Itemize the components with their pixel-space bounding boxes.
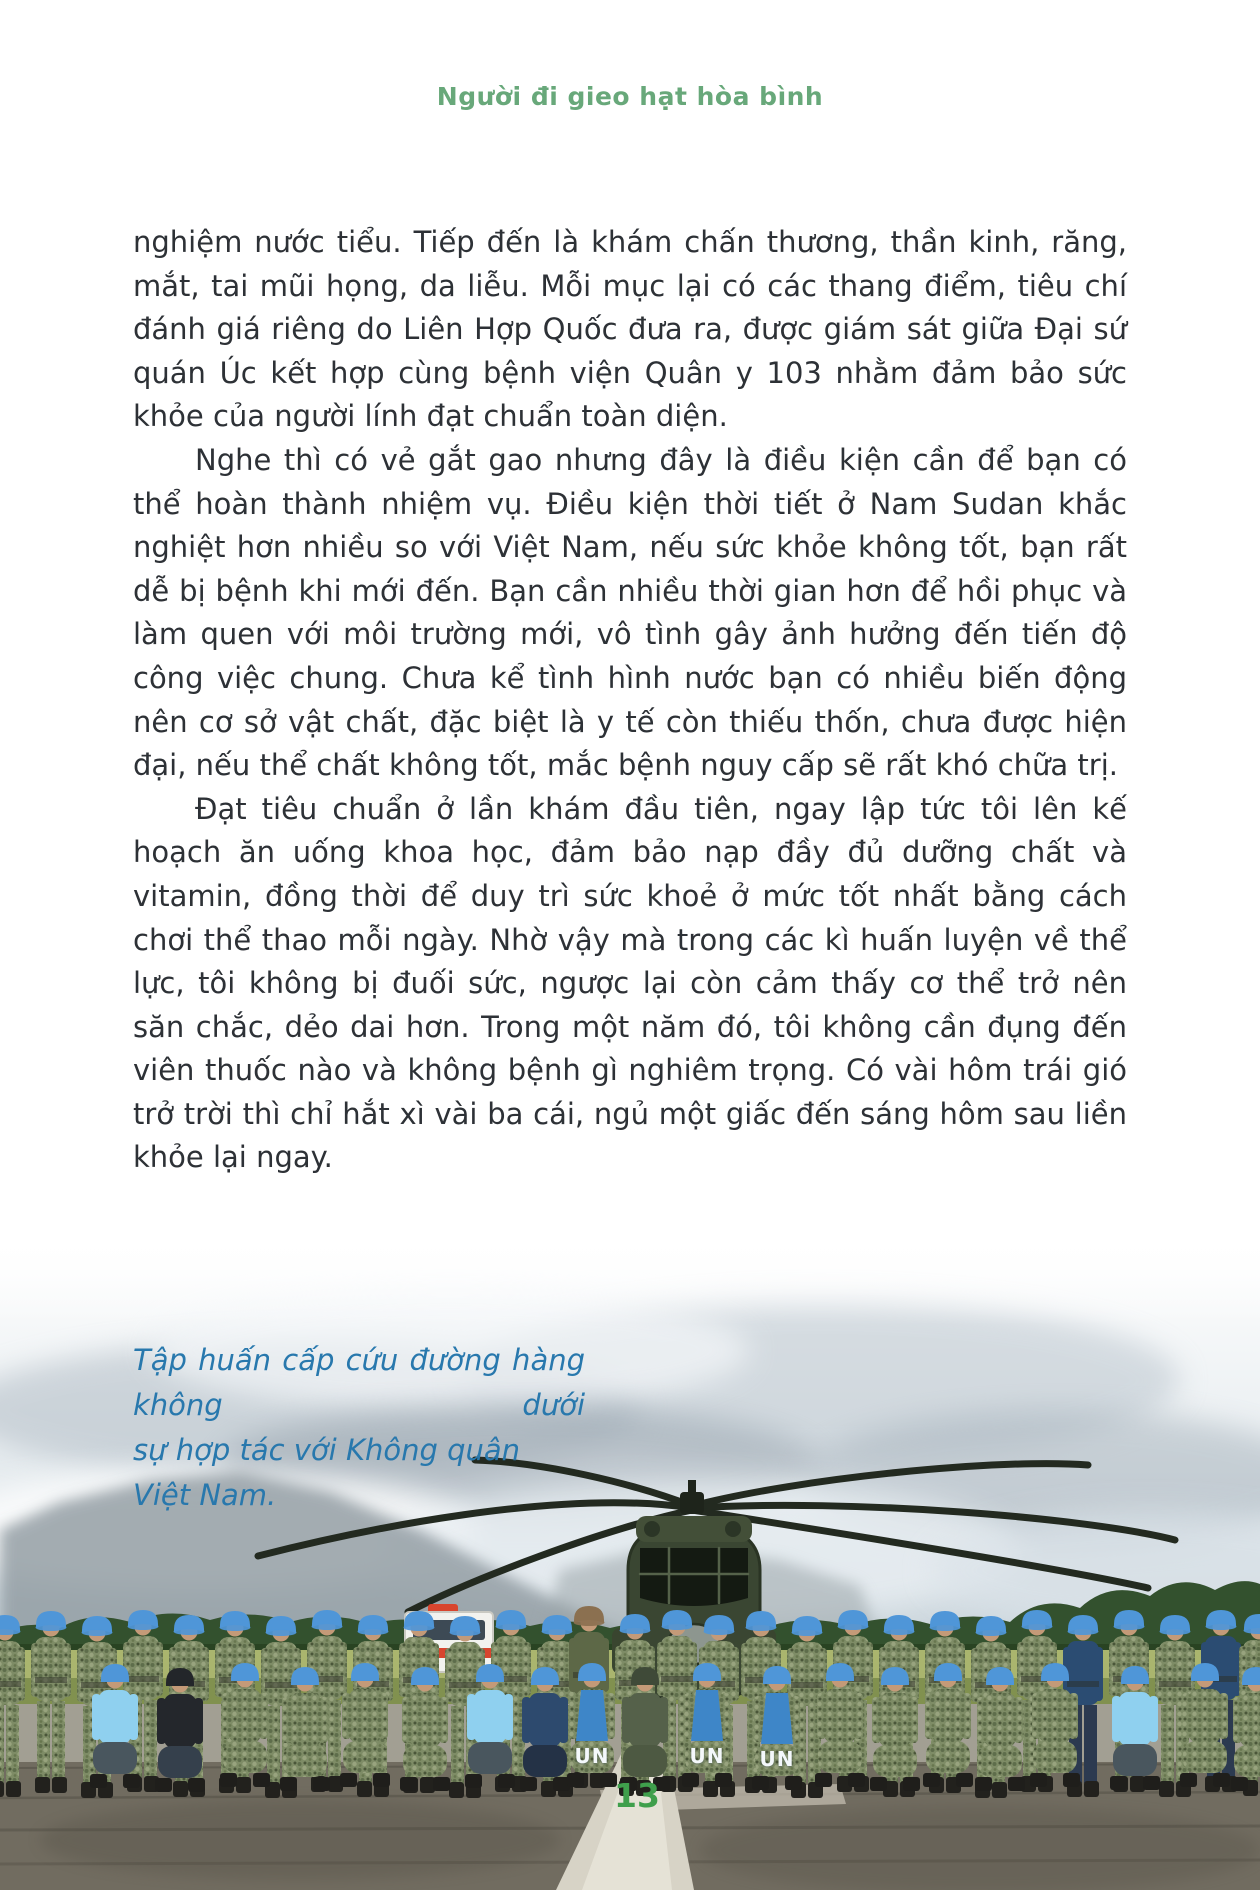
body-text <box>133 221 1127 1180</box>
paragraph: Nghe thì có vẻ gắt gao nhưng đây là điều kiện cần để bạn có thể hoàn thành nhiệm vụ. Điều kiện thời tiết ở Nam Sudan khắc nghiệt hơn nhiều so với Việt Nam, nếu sức khỏe không tốt, bạn rất dễ bị bệnh khi mới đến. Bạn cần nhiều thời gian hơn để hồi phục và làm quen với môi trường mới, vô tình gây ảnh hưởng đến tiến độ công việc chung. Chưa kể tình hình nước bạn có nhiều biến động nên cơ sở vật chất, đặc biệt là y tế còn thiếu thốn, chưa được hiện đại, nếu thể chất không tốt, mắc bệnh nguy cấp sẽ rất khó chữa trị. <box>133 442 1127 783</box>
un-vest-label: UN <box>759 1747 795 1771</box>
paragraph: Đạt tiêu chuẩn ở lần khám đầu tiên, ngay lập tức tôi lên kế hoạch ăn uống khoa học, đảm bảo nạp đầy đủ dưỡng chất và vitamin, đồng thời để duy trì sức khoẻ ở mức tốt nhất bằng cách chơi thể thao mỗi ngày. Nhờ vậy mà trong các kì huấn luyện về thể lực, tôi không bị đuối sức, ngược lại còn cảm thấy cơ thể trở nên săn chắc, dẻo dai hơn. Trong một năm đó, tôi không cần đụng đến viên thuốc nào và không bệnh gì nghiêm trọng. Có vài hôm trái gió trở trời thì chỉ hắt xì vài ba cái, ngủ một giấc đến sáng hôm sau liền khỏe lại ngay. <box>133 791 1127 1175</box>
photo-caption <box>133 1338 585 1518</box>
un-vest-label: UN <box>574 1744 610 1768</box>
photo-caption-line1: Tập huấn cấp cứu đường hàng không dưới <box>133 1343 585 1422</box>
photo-caption-line2: sự hợp tác với Không quân Việt Nam. <box>133 1433 521 1512</box>
paragraph: nghiệm nước tiểu. Tiếp đến là khám chấn thương, thần kinh, răng, mắt, tai mũi họng, da liễu. Mỗi mục lại có các thang điểm, tiêu chí đánh giá riêng do Liên Hợp Quốc đưa ra, được giám sát giữa Đại sứ quán Úc kết hợp cùng bệnh viện Quân y 103 nhằm đảm bảo sức khỏe của người lính đạt chuẩn toàn diện. <box>133 225 1127 434</box>
un-vest-label: UN <box>689 1744 725 1768</box>
running-header: Người đi gieo hạt hòa bình <box>436 82 824 111</box>
page-number: 13 <box>614 1776 660 1815</box>
photo-top-fade <box>0 1230 1260 1325</box>
